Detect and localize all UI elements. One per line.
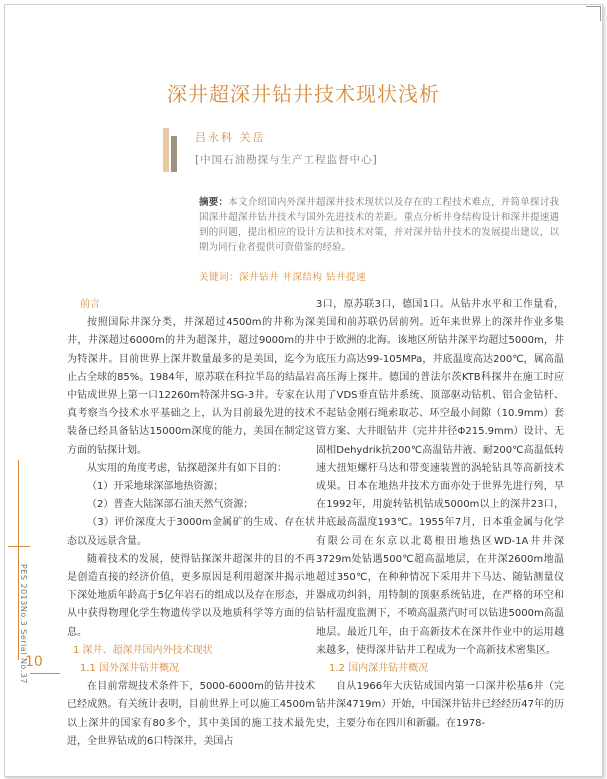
page-corner-mark bbox=[586, 6, 601, 21]
paragraph: 从实用的角度考虑，钻探超深井有如下目的： bbox=[87, 462, 287, 474]
list-item: （3）评价深度大于3000m金属矿的生成、存在状态以及远景含量。 bbox=[67, 517, 315, 547]
abstract bbox=[199, 195, 559, 255]
article-title: 深井超深井钻井技术现状浅析 bbox=[167, 82, 440, 106]
article-authors: 吕永科 关岳 bbox=[195, 131, 266, 144]
abstract-text: 本文介绍国内外深井超深井技术现状以及存在的工程技术难点，并简单探讨我国深井超深井钻井技术与国外先进技术的差距。重点分析井身结构设计和深井提速遇到的问题，提出相应的设计方法和技术对策，并对深井钻井技术的发展提出建议，以期为同行业者提供可资借鉴的经验。 bbox=[199, 197, 559, 253]
subsection-heading-1-2: 1.2 国内深井钻井概况 bbox=[329, 663, 429, 675]
paragraph: 按照国际井深分类，井深超过4500m的井称为深井，井深超过6000m的井为超深井，超过9000m的井为特深井。目前世界上深井数量最多的是美国，迄今为止占全球的85%。1984年，原苏联在科拉半岛的结晶岩中钻成世界上第一口12260m特深井SG-3井。专家在认真考察当今技术水平基础之上，认为目前最先进的技术装备已经具备钻达15000m深度的能力，美国在制定这方面的钻探计划。 bbox=[67, 317, 315, 456]
paragraph: 3口，原苏联3口，德国1口。从钻井水平和工作量看，美国和前苏联仍居前列。近年来世界上的深井作业多集中于欧洲的北海。该地区所钻井深平均超过5000m，井底压力高达99-105MPa，井底温度高达200℃，属高温高压海上探井。德国的普法尔茨KTB科探井在施工时应用了VDS垂直钻井系统、顶部驱动钻机、铝合金钻杆、不起钻金刚石绳索取芯、环空最小间隙（10.9mm）套管方案、大井眼钻井（完井井径Φ215.9mm）设计、无固相Dehydrik抗200℃高温钻井液、耐200℃高温低转速大扭矩螺杆马达和带变速装置的涡轮钻具等高新技术成果。日本在地热井技术方面亦处于世界先进行列，早在1992年，用旋转钻机钻成5000m以上的深井23口，井底最高温度193℃。1955年7月，日本重金属与化学有限公司在东京以北葛根田地热区WD-1A井井深3729m处钻遇500℃超高温地层，在井深2600m地温超过350℃，在种种情况下采用井下马达、随钻测量仪器成功纠斜，用特制的顶驱系统钻进，在严格的环空和钻杆温度监测下，不喷高温蒸汽时可以钻进5000m高温地层。最近几年，由于高新技术在深井作业中的运用越来越多，使得深井钻井工程成为一个高新技术密集区。 bbox=[316, 299, 564, 656]
list-item: （1）开采地球深部地热资源； bbox=[87, 481, 224, 493]
abstract-label: 摘要： bbox=[199, 197, 229, 208]
author-decoration-icon bbox=[163, 128, 183, 172]
page-number-rule bbox=[30, 673, 60, 674]
margin-tick bbox=[8, 546, 30, 547]
subsection-heading-1-1: 1.1 国外深井钻井概况 bbox=[80, 663, 180, 675]
left-column bbox=[67, 296, 315, 751]
keywords: 关键词：深井钻井 井深结构 钻井提速 bbox=[199, 272, 367, 283]
section-heading-preface: 前言 bbox=[80, 299, 100, 310]
journal-issue-label: PES 2013No.3 Serial No.37 bbox=[19, 564, 28, 684]
article-affiliation: [中国石油勘探与生产工程监督中心] bbox=[195, 154, 378, 166]
page-number: 10 bbox=[25, 654, 43, 670]
right-column bbox=[316, 296, 564, 733]
paragraph: 在目前常规技术条件下，5000-6000m的钻井技术已经成熟。有关统计表明，目前世界上可以施工4500m以上深井的国家有80多个，其中美国的施工技术最先进，全世界钻成的6口特深井，美国占 bbox=[67, 681, 315, 747]
paragraph: 随着技术的发展，使得钻探深井超深井的目的不再是创造直接的经济价值，更多原因是利用超深井揭示地下深处地质年龄高于5亿年岩石的组成以及存在形态，并从中获得物理化学生物遗传学以及地质科学等方面的信息。 bbox=[67, 553, 315, 638]
section-heading-1: 1 深井、超深井国内外技术现状 bbox=[73, 644, 213, 656]
list-item: （2）普查大陆深部石油天然气资源； bbox=[87, 499, 254, 511]
paragraph: 自从1966年大庆钻成国内第一口深井松基6井（完钻井深4719m）开始，中国深井钻井已经经历47年的历史，主要分布在四川和新疆。在1978- bbox=[316, 681, 564, 729]
